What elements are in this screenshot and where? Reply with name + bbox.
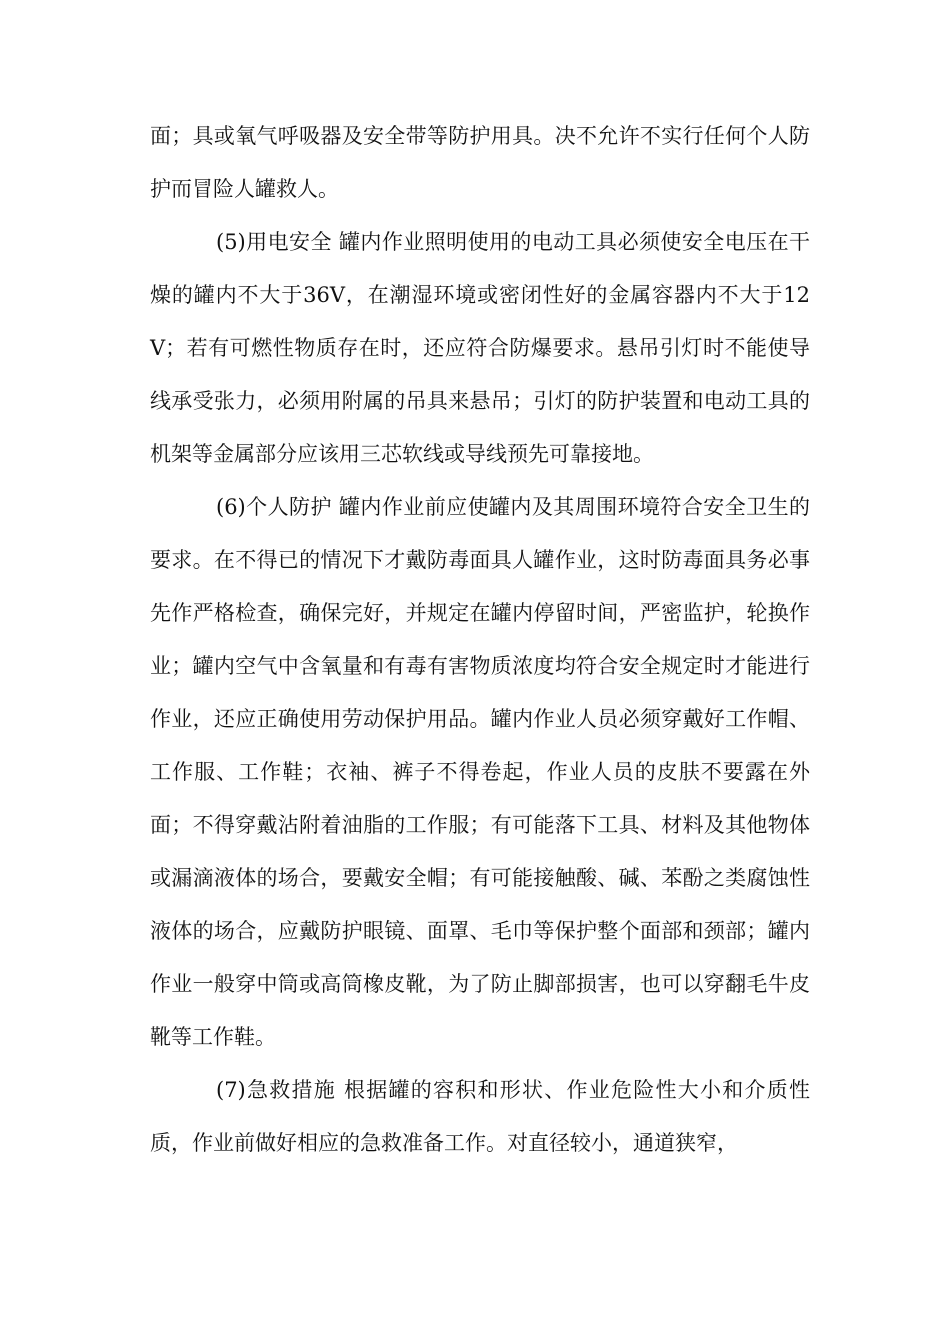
body-text bbox=[150, 110, 810, 1170]
paragraph-first-aid: (7)急救措施 根据罐的容积和形状、作业危险性大小和介质性质，作业前做好相应的急救准备工作。对直径较小，通道狭窄， bbox=[150, 1078, 810, 1155]
paragraph-personal-protection: (6)个人防护 罐内作业前应使罐内及其周围环境符合安全卫生的要求。在不得已的情况下才戴防毒面具人罐作业，这时防毒面具务必事先作严格检查，确保完好，并规定在罐内停留时间，严密监护，轮换作业；罐内空气中含氧量和有毒有害物质浓度均符合安全规定时才能进行作业，还应正确使用劳动保护用品。罐内作业人员必须穿戴好工作帽、工作服、工作鞋；衣袖、裤子不得卷起，作业人员的皮肤不要露在外面；不得穿戴沾附着油脂的工作服；有可能落下工具、材料及其他物体或漏滴液体的场合，要戴安全帽；有可能接触酸、碱、苯酚之类腐蚀性液体的场合，应戴防护眼镜、面罩、毛巾等保护整个面部和颈部；罐内作业一般穿中筒或高筒橡皮靴，为了防止脚部损害，也可以穿翻毛牛皮靴等工作鞋。 bbox=[150, 495, 810, 1049]
paragraph-continuation: 面；具或氧气呼吸器及安全带等防护用具。决不允许不实行任何个人防护而冒险人罐救人。 bbox=[150, 124, 810, 201]
paragraph-electrical-safety: (5)用电安全 罐内作业照明使用的电动工具必须使安全电压在干燥的罐内不大于36V，在潮湿环境或密闭性好的金属容器内不大于12V；若有可燃性物质存在时，还应符合防爆要求。悬吊引灯时不能使导线承受张力，必须用附属的吊具来悬吊；引灯的防护装置和电动工具的机架等金属部分应该用三芯软线或导线预先可靠接地。 bbox=[150, 230, 810, 466]
